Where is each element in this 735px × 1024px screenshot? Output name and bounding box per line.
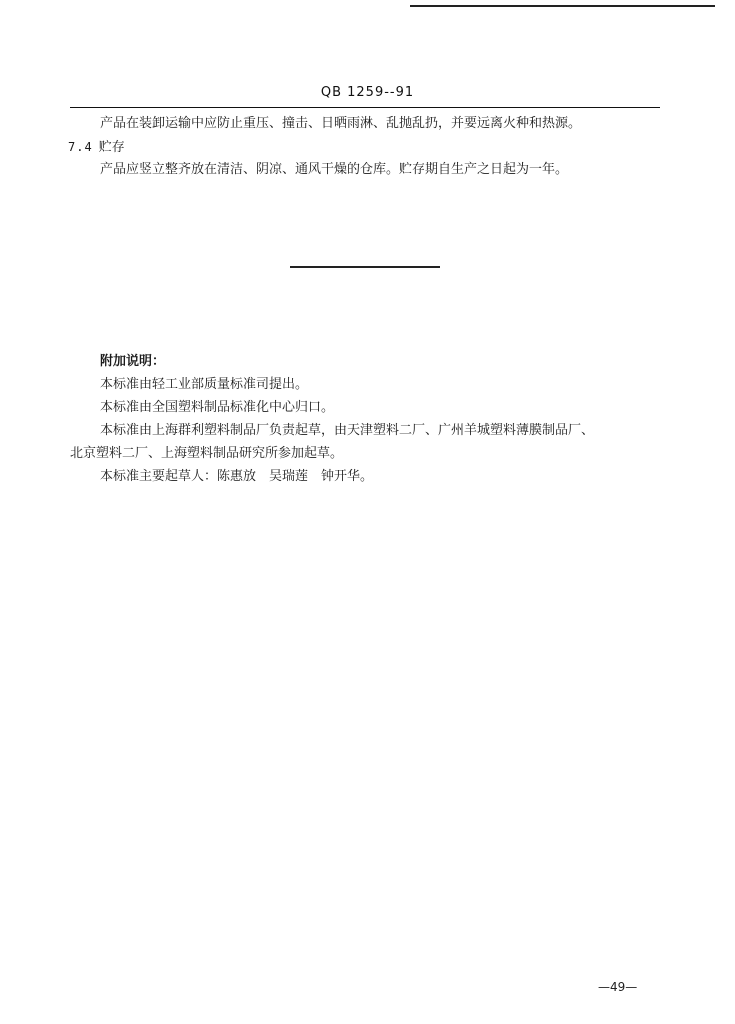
storage-heading [68, 139, 125, 156]
notes-line-proposer: 本标准由轻工业部质量标准司提出。 [100, 377, 309, 392]
additional-notes-title: 附加说明： [100, 354, 166, 369]
storage-section-number: 7.4 [68, 140, 93, 154]
storage-paragraph: 产品应竖立整齐放在清洁、阴凉、通风干燥的仓库。贮存期自生产之日起为一年。 [100, 162, 569, 177]
standard-number: QB 1259--91 [320, 85, 415, 100]
transport-paragraph: 产品在装卸运输中应防止重压、撞击、日晒雨淋、乱抛乱扔，并要远离火种和热源。 [100, 116, 582, 131]
notes-line-centralizer: 本标准由全国塑料制品标准化中心归口。 [100, 400, 335, 415]
notes-line-authors: 本标准主要起草人：陈惠放 吴瑞莲 钟开华。 [100, 469, 374, 484]
notes-line-drafters: 本标准由上海群利塑料制品厂负责起草，由天津塑料二厂、广州羊城塑料薄膜制品厂、 [100, 423, 595, 438]
notes-line-drafters-cont: 北京塑料二厂、上海塑料制品研究所参加起草。 [70, 446, 344, 461]
storage-section-title: 贮存 [98, 140, 125, 155]
top-edge-rule [410, 5, 715, 7]
page-number: —49— [598, 980, 638, 994]
header-rule [70, 107, 660, 108]
end-of-text-rule [290, 266, 440, 268]
